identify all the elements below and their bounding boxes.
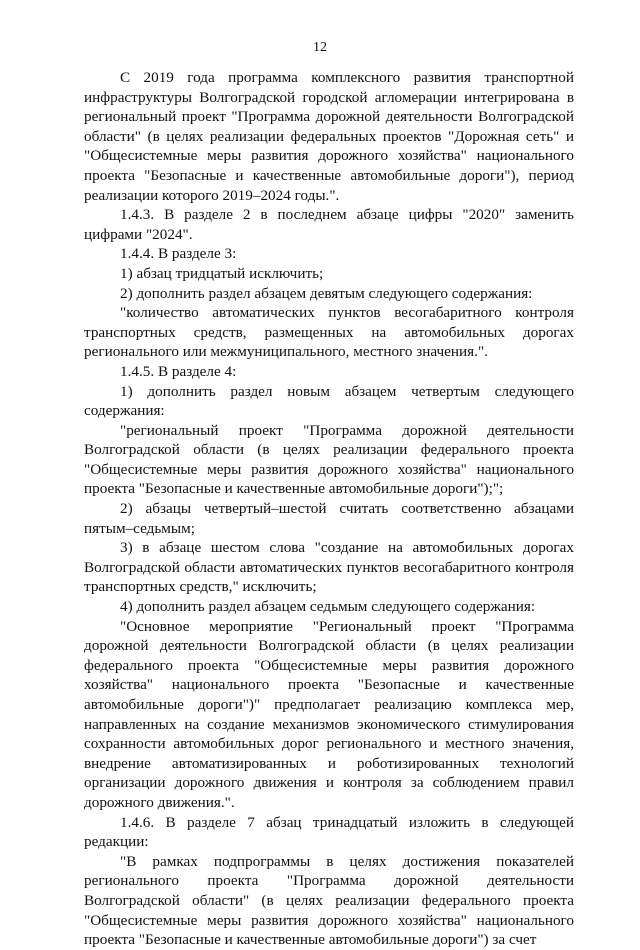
paragraph-1-4-4: 1.4.4. В разделе 3: xyxy=(120,245,237,263)
paragraph-item-2: 2) дополнить раздел абзацем девятым следующего содержания: xyxy=(120,284,533,302)
paragraph-quote-4: "В рамках подпрограммы в целях достижения показателей регионального проекта "Программа дорожной деятельности Волгоградской области" (в целях реализации федерального проекта "Общесистемные меры развития дорожного хозяйства" национального проекта "Безопасные и качественные автомобильные дороги") за счет xyxy=(84,852,574,949)
paragraph-item-4b: 4) дополнить раздел абзацем седьмым следующего содержания: xyxy=(120,598,536,616)
paragraph-quote-1: "количество автоматических пунктов весогабаритного контроля транспортных средств, размещенных на автомобильных дорогах регионального или межмуниципального, местного значения.". xyxy=(84,304,574,361)
paragraph-item-1: 1) абзац тридцатый исключить; xyxy=(120,264,324,282)
document-body xyxy=(84,68,574,950)
page-number: 12 xyxy=(313,40,327,55)
paragraph-1-4-3: 1.4.3. В разделе 2 в последнем абзаце цифры "2020" заменить цифрами "2024". xyxy=(84,206,574,243)
paragraph-intro: С 2019 года программа комплексного развития транспортной инфраструктуры Волгоградской городской агломерации интегрирована в региональный проект "Программа дорожной деятельности Волгоградской области" (в целях реализации федеральных проектов "Дорожная сеть" и "Общесистемные меры развития дорожного хозяйства" национального проекта "Безопасные и качественные автомобильные дороги"), период реализации которого 2019–2024 годы.". xyxy=(84,69,574,204)
paragraph-item-2b: 2) абзацы четвертый–шестой считать соответственно абзацами пятым–седьмым; xyxy=(84,500,574,537)
paragraph-quote-2: "региональный проект "Программа дорожной деятельности Волгоградской области (в целях реализации федерального проекта "Общесистемные меры развития дорожного хозяйства" национального проекта "Безопасные и качественные автомобильные дороги");"; xyxy=(84,421,574,498)
paragraph-1-4-6: 1.4.6. В разделе 7 абзац тринадцатый изложить в следующей редакции: xyxy=(84,813,574,851)
paragraph-quote-3: "Основное мероприятие "Региональный проект "Программа дорожной деятельности Волгоградской области (в целях реализации федерального проекта "Общесистемные меры развития дорожного хозяйства" национального проекта "Безопасные и качественные автомобильные дороги")" предполагает реализацию комплекса мер, направленных на создание механизмов экономического стимулирования сохранности автомобильных дорог регионального и местного значения, внедрение автоматизированных и роботизированных технологий организации дорожного движения и контроля за соблюдением правил дорожного движения.". xyxy=(84,617,574,811)
paragraph-item-1b: 1) дополнить раздел новым абзацем четвертым следующего содержания: xyxy=(84,382,574,420)
paragraph-item-3b: 3) в абзаце шестом слова "создание на автомобильных дорогах Волгоградской области автоматических пунктов весогабаритного контроля транспортных средств," исключить; xyxy=(84,539,574,596)
paragraph-1-4-5: 1.4.5. В разделе 4: xyxy=(120,362,237,380)
